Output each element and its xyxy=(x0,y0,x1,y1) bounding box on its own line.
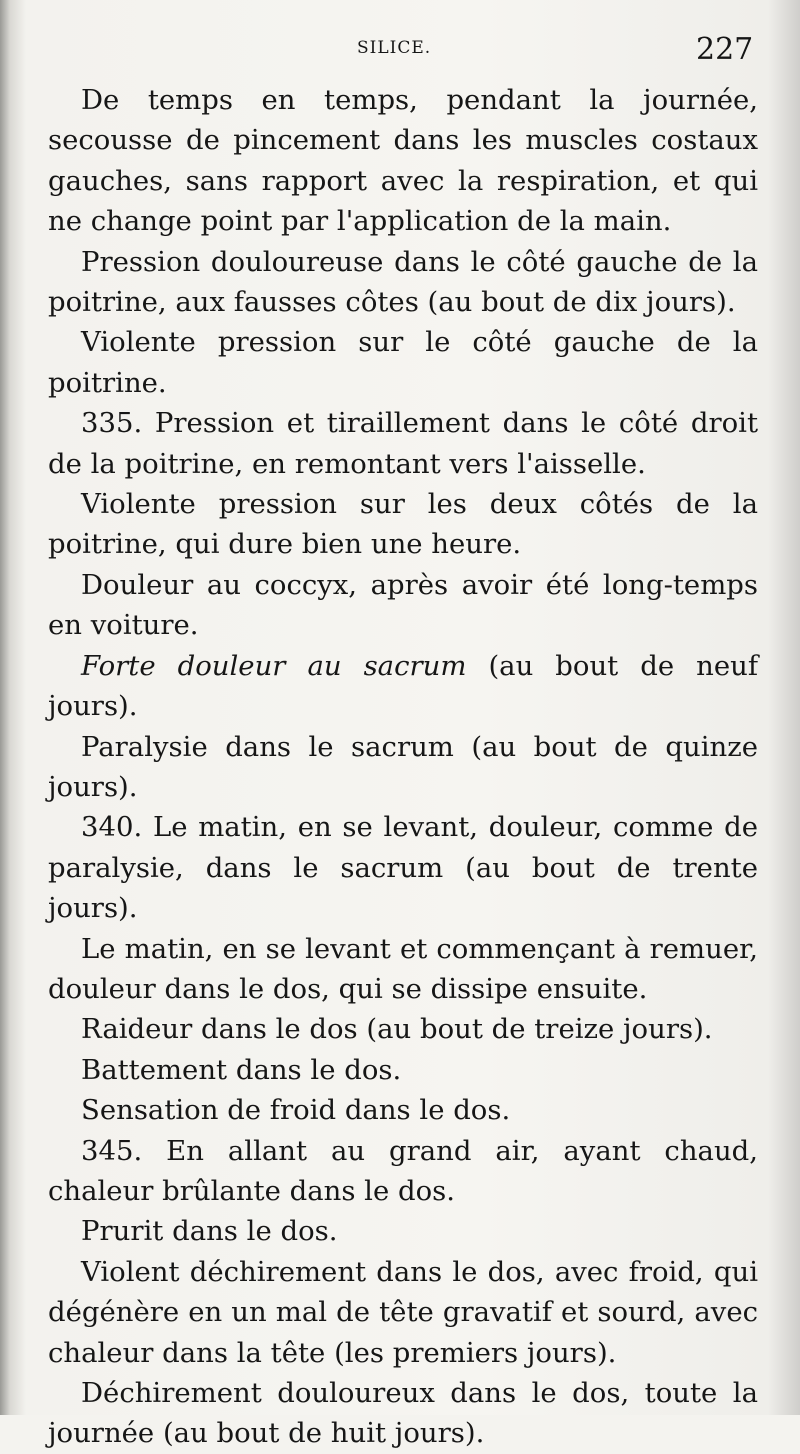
symptom-entry: Violent déchirement dans le dos, avec froid, qui dégénère en un mal de tête gravatif et sourd, avec chaleur dans la tête (les premiers jours). xyxy=(48,1255,758,1369)
symptom-entry: Pression douloureuse dans le côté gauche de la poitrine, aux fausses côtes (au bout de dix jours). xyxy=(48,245,758,319)
symptom-entry: 345. En allant au grand air, ayant chaud, chaleur brûlante dans le dos. xyxy=(48,1134,758,1207)
symptom-entry: Battement dans le dos. xyxy=(81,1053,402,1086)
symptom-entry: Violente pression sur les deux côtés de la poitrine, qui dure bien une heure. xyxy=(48,488,758,561)
symptom-entry: Paralysie dans le sacrum (au bout de quinze jours). xyxy=(48,730,758,803)
symptom-entry: Le matin, en se levant et commençant à remuer, douleur dans le dos, qui se dissipe ensuite. xyxy=(48,932,758,1005)
symptom-entry: Sensation de froid dans le dos. xyxy=(81,1094,511,1127)
symptom-entry: De temps en temps, pendant la journée, secousse de pincement dans les muscles costaux gauches, sans rapport avec la respiration, et qui ne change point par l'application de la main. xyxy=(48,84,758,238)
symptom-entry: 335. Pression et tiraillement dans le côté droit de la poitrine, en remontant vers l'aisselle. xyxy=(48,407,758,480)
italic-phrase: Forte douleur au sacrum xyxy=(81,649,467,682)
symptom-entry xyxy=(48,646,758,727)
symptom-entry: Douleur au coccyx, après avoir été long-temps en voiture. xyxy=(48,568,758,642)
running-title: SILICE. xyxy=(357,38,432,58)
page-body xyxy=(48,80,758,1454)
entry-rest: (au bout de neuf jours). xyxy=(48,649,759,723)
symptom-entry: Prurit dans le dos. xyxy=(81,1215,338,1248)
symptom-entry: 340. Le matin, en se levant, douleur, comme de paralysie, dans le sacrum (au bout de trente jours). xyxy=(48,811,758,925)
symptom-entry: Violente pression sur le côté gauche de la poitrine. xyxy=(48,326,758,399)
page-number: 227 xyxy=(696,32,754,67)
page-header xyxy=(0,32,800,72)
symptom-entry: Déchirement douloureux dans le dos, toute la journée (au bout de huit jours). xyxy=(48,1377,758,1450)
symptom-entry: Raideur dans le dos (au bout de treize jours). xyxy=(81,1013,713,1046)
